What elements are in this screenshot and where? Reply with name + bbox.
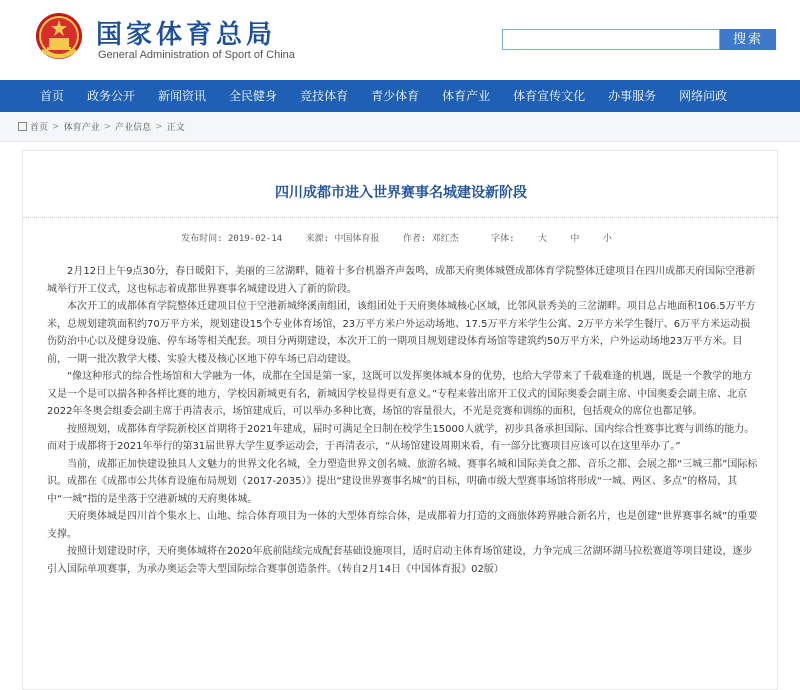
nav-item-sports-industry[interactable]: 体育产业 bbox=[442, 89, 491, 103]
breadcrumb-current: 正文 bbox=[166, 123, 185, 133]
search-button[interactable]: 搜索 bbox=[720, 29, 776, 50]
breadcrumb-separator: > bbox=[103, 121, 112, 132]
font-size-large[interactable]: 大 bbox=[537, 234, 547, 244]
nav-item-news[interactable]: 新闻资讯 bbox=[158, 89, 207, 103]
nav-item-home[interactable]: 首页 bbox=[40, 89, 65, 103]
font-size-label: 字体: bbox=[491, 234, 515, 244]
national-emblem-icon[interactable] bbox=[34, 10, 84, 64]
main-nav bbox=[0, 80, 800, 112]
breadcrumb bbox=[18, 120, 185, 133]
article-author: 作者: 邓红杰 bbox=[402, 234, 459, 244]
article-source: 来源: 中国体育报 bbox=[305, 234, 380, 244]
article-paragraph: 天府奥体城是四川首个集水上、山地、综合体育项目为一体的大型体育综合体，是成都着力打造的文商旅体跨界融合新名片，也是创建“世界赛事名城”的重要支撑。 bbox=[47, 511, 758, 540]
nav-item-government-affairs[interactable]: 政务公开 bbox=[87, 89, 136, 103]
nav-item-online-inquiry[interactable]: 网络问政 bbox=[679, 89, 728, 103]
article-paragraph: 当前，成都正加快建设独具人文魅力的世界文化名城，全力塑造世界文创名城、旅游名城、赛事名城和国际美食之都、音乐之都、会展之都“三城三都”国际标识。成都在《成都市公共体育设施布局规划（2017-2035）》提出“建设世界赛事名城”的目标，明确市级大型赛事场馆将形成“一城、两区、多点”的格局，其中“一城”指的是坐落于空港新城的天府奥体城。 bbox=[47, 458, 758, 505]
nav-item-culture[interactable]: 体育宣传文化 bbox=[513, 89, 586, 103]
divider bbox=[23, 217, 779, 218]
publish-date: 发布时间: 2019-02-14 bbox=[181, 234, 283, 244]
breadcrumb-separator: > bbox=[52, 121, 60, 132]
breadcrumb-separator: > bbox=[155, 121, 163, 132]
font-size-controls bbox=[482, 234, 621, 244]
article-container bbox=[22, 150, 778, 690]
article-paragraph: “像这种形式的综合性场馆和大学融为一体，成都在全国是第一家，这既可以发挥奥体城本身的优势，也给大学带来了千载难逢的机遇，既是一个教学的地方又是一个是可以揣各种各样比赛的地方，学校因新城更有名，新城因学校显得更有意义。”专程来蓉出席开工仪式的国际奥委会副主席、中国奥委会副主席、北京2022年冬奥会组委会副主席于再清表示，场馆建成后，可以举办多种比赛，场馆的容量很大，不光是竞赛和训练的面积，包括观众的席位也都足够。 bbox=[47, 371, 753, 417]
home-icon bbox=[18, 122, 27, 131]
article-meta bbox=[23, 231, 779, 244]
article-title: 四川成都市进入世界赛事名城建设新阶段 bbox=[275, 185, 527, 201]
nav-item-youth-sports[interactable]: 青少体育 bbox=[371, 89, 420, 103]
article-body bbox=[47, 263, 759, 578]
breadcrumb-industry-info[interactable]: 产业信息 bbox=[115, 123, 152, 133]
nav-item-competitive-sports[interactable]: 竞技体育 bbox=[300, 89, 349, 103]
font-size-medium[interactable]: 中 bbox=[570, 234, 580, 244]
nav-item-fitness[interactable]: 全民健身 bbox=[229, 89, 278, 103]
site-header bbox=[0, 0, 800, 80]
breadcrumb-sports-industry[interactable]: 体育产业 bbox=[63, 123, 100, 133]
article-paragraph: 本次开工的成都体育学院整体迁建项目位于空港新城绛溪南组团，该组团处于天府奥体城核心区域，比邻风景秀美的三岔湖畔。项目总占地面积106.5万平方米，总规划建筑面积约70万平方米，规划建设15个专业体育场馆，23万平方米户外运动场地、17.5万平方米学生公寓、2万平方米学生餐厅、6万平方米运动损伤防治中心以及健身设施、停车场等相关配套。项目分两期建设，本次开工的一期项目规划建设体育场馆等建筑约50万平方米，户外运动场地23万平方米。目前，一期一批次教学大楼、实验大楼及核心区地下停车场已启动建设。 bbox=[47, 301, 756, 365]
breadcrumb-bar bbox=[0, 112, 800, 142]
site-title[interactable]: 国家体育总局 bbox=[96, 20, 277, 50]
nav-item-services[interactable]: 办事服务 bbox=[608, 89, 657, 103]
search-input[interactable] bbox=[502, 29, 720, 50]
article-paragraph: 2月12日上午9点30分，春日暖阳下，美丽的三岔湖畔，随着十多台机器齐声轰鸣，成都天府奥体城暨成都体育学院整体迁建项目在四川成都天府国际空港新城举行开工仪式，这也标志着成都世界赛事名城建设进入了新的阶段。 bbox=[47, 266, 756, 295]
article-paragraph: 按照计划建设时序，天府奥体城将在2020年底前陆续完成配套基础设施项目，适时启动主体育场馆建设，力争完成三岔湖环湖马拉松赛道等项目建设，逐步引入国际单项赛事，为承办奥运会等大型国际综合赛事创造条件。（转自2月14日《中国体育报》02版） bbox=[47, 546, 753, 575]
site-subtitle: General Administration of Sport of China bbox=[98, 49, 295, 61]
font-size-small[interactable]: 小 bbox=[602, 234, 612, 244]
article-paragraph: 按照规划，成都体育学院新校区首期将于2021年建成，届时可满足全日制在校学生15000人就学，初步具备承担国际、国内综合性赛事比赛与训练的能力。而对于成都将于2021年举行的第31届世界大学生夏季运动会，于再清表示，“从场馆建设周期来看，有一部分比赛项目应该可以在这里举办了。” bbox=[47, 423, 755, 452]
breadcrumb-home[interactable]: 首页 bbox=[30, 123, 49, 133]
